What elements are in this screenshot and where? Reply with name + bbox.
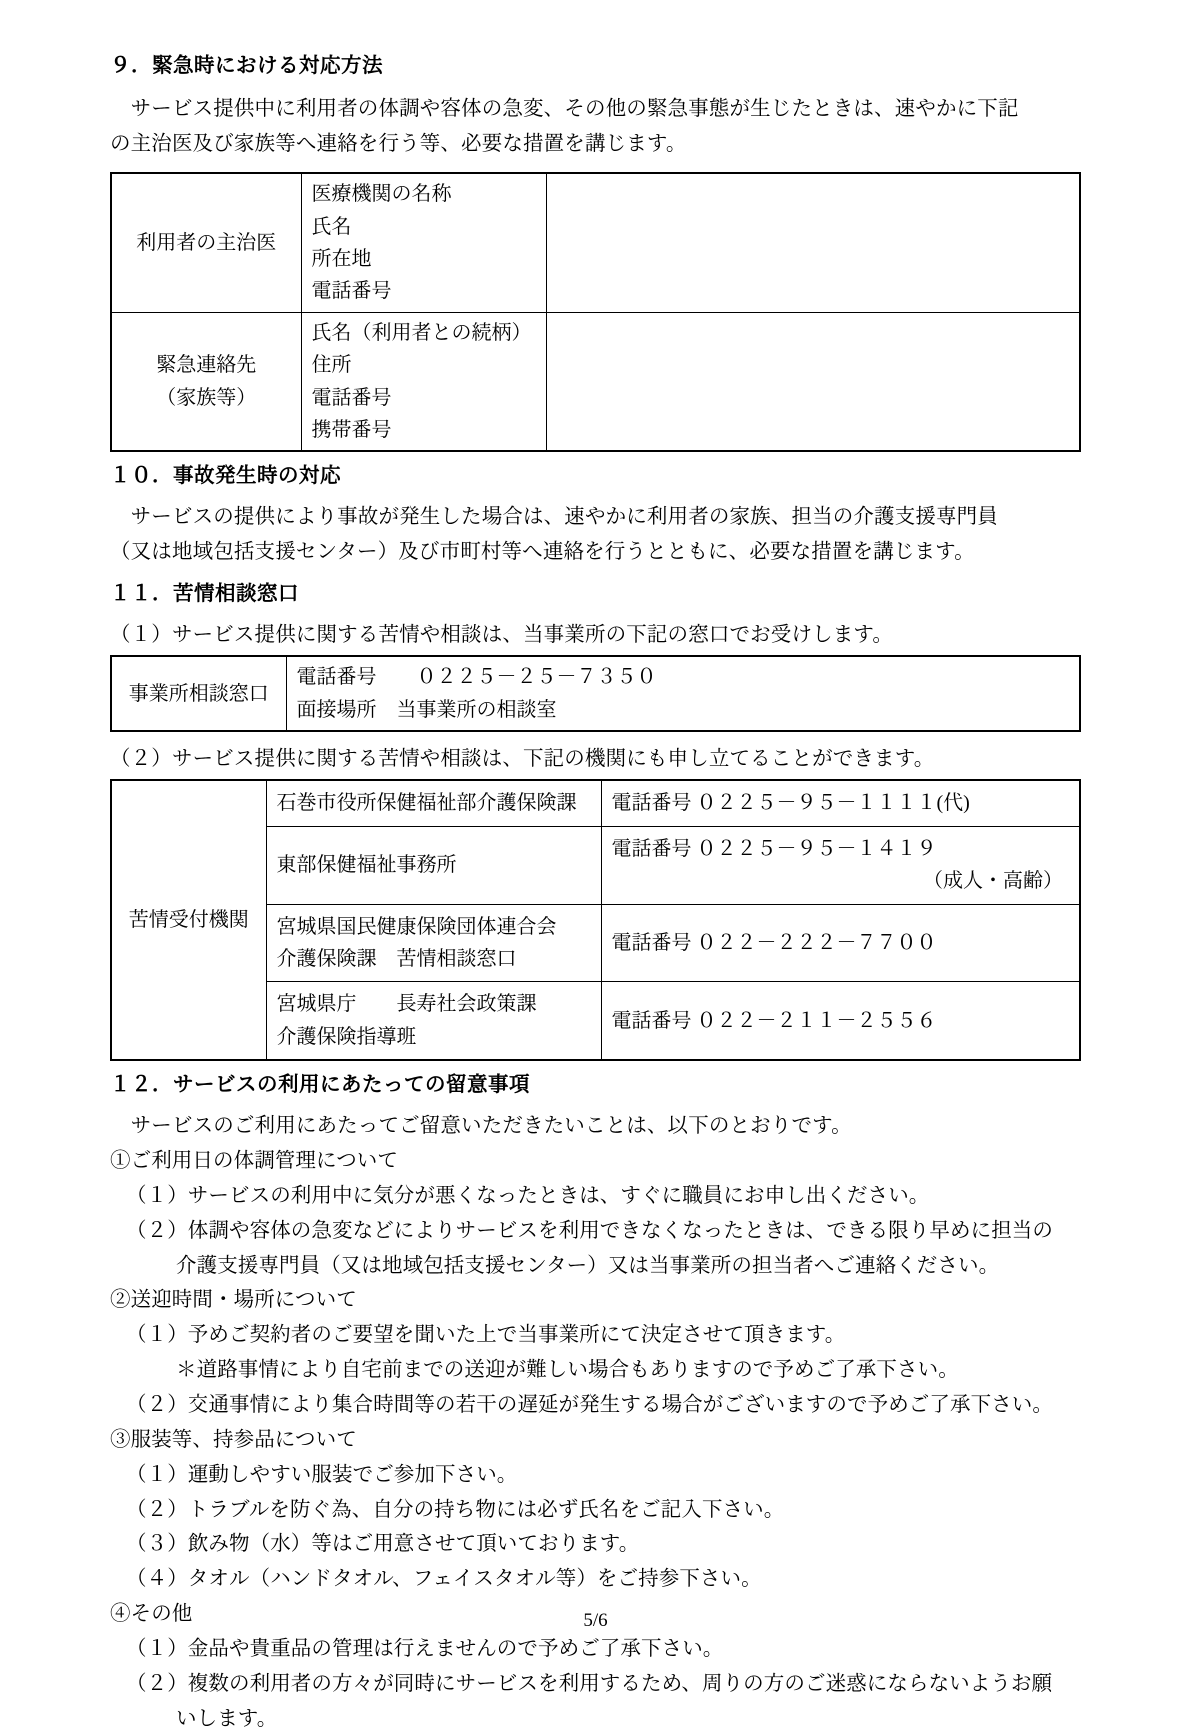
office-consultation-phone: 電話番号 ０２２５－２５－７３５０	[296, 666, 657, 689]
emergency-row-0-item-1: 氏名	[311, 215, 352, 238]
complaint-agency-table	[110, 779, 1081, 1061]
section-10-paragraph-line-1: サービスの提供により事故が発生した場合は、速やかに利用者の家族、担当の介護支援専門員	[110, 505, 998, 528]
emergency-row-0-value[interactable]	[546, 173, 1080, 312]
emergency-row-0-item-2: 所在地	[311, 247, 372, 270]
list-item: ＊道路事情により自宅前までの送迎が難しい場合もありますので予めご了承下さい。	[176, 1359, 959, 1382]
complaint-agency-row-0-name-line-0: 石巻市役所保健福祉部介護保険課	[276, 792, 577, 815]
complaint-agency-row-1-name	[266, 826, 601, 904]
section-12-group-1-title: ②送迎時間・場所について	[110, 1289, 357, 1312]
emergency-row-1-item-1: 住所	[311, 354, 352, 377]
list-item: （１）運動しやすい服装でご参加下さい。	[126, 1463, 518, 1486]
section-9-paragraph-line-2: の主治医及び家族等へ連絡を行う等、必要な措置を講じます。	[110, 132, 687, 155]
section-11-item-2-intro: （２）サービス提供に関する苦情や相談は、下記の機関にも申し立てることができます。	[110, 748, 935, 771]
complaint-agency-row-0-phone-line-0: 電話番号 ０２２５－９５－１１１１(代)	[611, 792, 970, 815]
list-item: （２）トラブルを防ぐ為、自分の持ち物には必ず氏名をご記入下さい。	[126, 1498, 785, 1521]
office-consultation-table	[110, 655, 1081, 732]
emergency-row-0-item-0: 医療機関の名称	[311, 183, 452, 206]
complaint-agency-row-2-name-line-1: 介護保険課 苦情相談窓口	[276, 947, 517, 970]
office-consultation-place: 面接場所 当事業所の相談室	[296, 698, 557, 721]
emergency-row-1-value[interactable]	[546, 312, 1080, 451]
emergency-row-1-label-line1: 緊急連絡先	[156, 354, 257, 377]
list-item: （４）タオル（ハンドタオル、フェイスタオル等）をご持参下さい。	[126, 1568, 762, 1591]
emergency-row-1-item-3: 携帯番号	[311, 418, 392, 441]
section-12-heading: １２．サービスの利用にあたっての留意事項	[110, 1072, 530, 1097]
section-12-intro: サービスのご利用にあたってご留意いただきたいことは、以下のとおりです。	[110, 1114, 852, 1137]
office-consultation-details	[286, 656, 1080, 731]
list-item: （２）体調や容体の急変などによりサービスを利用できなくなったときは、できる限り早めに担当の	[126, 1219, 1053, 1242]
table-row	[111, 780, 1080, 826]
complaint-agency-row-0-phone	[601, 780, 1080, 826]
complaint-agency-row-2-name-line-0: 宮城県国民健康保険団体連合会	[276, 915, 557, 938]
complaint-agency-row-1-name-line-0: 東部保健福祉事務所	[276, 854, 457, 876]
complaint-agency-row-0-name	[266, 780, 601, 826]
complaint-agency-row-3-name-line-1: 介護保険指導班	[276, 1025, 417, 1048]
emergency-contact-table	[110, 172, 1081, 452]
table-row	[111, 656, 1080, 731]
list-item: （２）交通事情により集合時間等の若干の遅延が発生する場合がございますので予めご了承下さい。	[126, 1393, 1053, 1416]
list-item: （３）飲み物（水）等はご用意させて頂いております。	[126, 1533, 640, 1556]
section-10-paragraph-line-2: （又は地域包括支援センター）及び市町村等へ連絡を行うとともに、必要な措置を講じます。	[110, 541, 975, 564]
complaint-agency-row-1-phone	[601, 826, 1080, 904]
section-9-paragraph-line-1: サービス提供中に利用者の体調や容体の急変、その他の緊急事態が生じたときは、速やかに下記	[110, 97, 1019, 120]
office-consultation-label: 事業所相談窓口	[111, 656, 286, 731]
page-number: 5/6	[583, 1610, 608, 1631]
list-item: （２）複数の利用者の方々が同時にサービスを利用するため、周りの方のご迷惑にならないようお願	[126, 1672, 1053, 1695]
complaint-agency-row-2-phone	[601, 904, 1080, 982]
section-9-paragraph	[110, 92, 1081, 163]
emergency-row-1-label	[111, 312, 301, 451]
section-12-group-2-title: ③服装等、持参品について	[110, 1428, 357, 1451]
emergency-row-0-label	[111, 173, 301, 312]
section-11-item-1-intro: （１）サービス提供に関する苦情や相談は、当事業所の下記の窓口でお受けします。	[110, 624, 894, 647]
complaint-agency-row-3-name	[266, 982, 601, 1060]
complaint-agency-row-2-phone-line-0: 電話番号 ０２２－２２２－７７００	[611, 931, 937, 954]
list-item: （１）サービスの利用中に気分が悪くなったときは、すぐに職員にお申し出ください。	[126, 1184, 930, 1207]
complaint-agency-row-2-name	[266, 904, 601, 982]
complaint-agency-row-1-phone-note: （成人・高齢）	[923, 870, 1063, 893]
section-10-paragraph	[110, 500, 1081, 571]
emergency-row-0-label-line1: 利用者の主治医	[136, 231, 277, 254]
section-10-heading: １０．事故発生時の対応	[110, 463, 341, 488]
list-item: 介護支援専門員（又は地域包括支援センター）又は当事業所の担当者へご連絡ください。	[176, 1254, 1000, 1277]
table-row	[111, 312, 1080, 451]
complaint-agency-row-3-phone-line-0: 電話番号 ０２２－２１１－２５５６	[611, 1009, 937, 1032]
table-row	[111, 173, 1080, 312]
list-item: （１）予めご契約者のご要望を聞いた上で当事業所にて決定させて頂きます。	[126, 1324, 846, 1347]
section-11-heading: １１．苦情相談窓口	[110, 581, 299, 606]
list-item: いします。	[176, 1707, 278, 1730]
section-12-group-0-title: ①ご利用日の体調管理について	[110, 1150, 398, 1173]
emergency-row-0-items	[301, 173, 546, 312]
emergency-row-1-items	[301, 312, 546, 451]
complaint-agency-row-1-phone-line-0: 電話番号 ０２２５－９５－１４１９	[611, 837, 937, 860]
emergency-row-0-item-3: 電話番号	[311, 280, 392, 303]
complaint-agency-label: 苦情受付機関	[111, 780, 266, 1060]
complaint-agency-row-3-name-line-0: 宮城県庁 長寿社会政策課	[276, 993, 537, 1016]
complaint-agency-row-3-phone	[601, 982, 1080, 1060]
list-item: （１）金品や貴重品の管理は行えませんので予めご了承下さい。	[126, 1637, 724, 1660]
emergency-row-1-item-2: 電話番号	[311, 386, 392, 409]
section-9-heading: ９．緊急時における対応方法	[110, 53, 383, 77]
emergency-row-1-label-line2: （家族等）	[156, 386, 257, 409]
section-12-group-3-title: ④その他	[110, 1603, 193, 1626]
emergency-row-1-item-0: 氏名（利用者との続柄）	[311, 321, 532, 344]
